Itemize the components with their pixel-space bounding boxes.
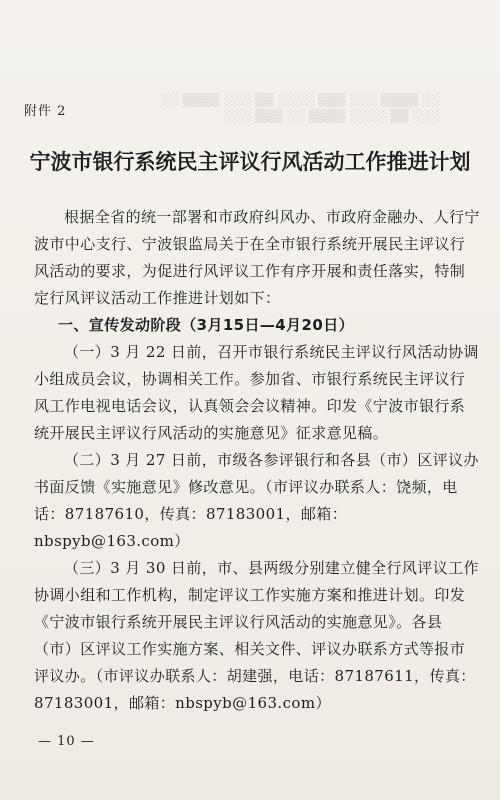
page-number: — 10 —	[38, 734, 95, 749]
section-heading: 一、宣传发动阶段（3月15日—4月20日）	[58, 316, 355, 334]
document-body	[34, 204, 480, 717]
intro-paragraph: 根据全省的统一部署和市政府纠风办、市政府金融办、人行宁波市中心支行、宁波银监局关于在全市银行系统开展民主评议行风活动的要求，为促进行风评议工作有序开展和责任落实，特制定行风评议活动工作推进计划如下：	[34, 208, 480, 307]
attachment-label: 附件 2	[24, 104, 67, 119]
show-through-text: ░░ ▒▒▒▒ ░░░ ▒▒▒ ░░░░ ▒▒ ░░░ ▒▒▒▒ ░░ ░░░ ▒▒ ░░░░ ▒▒▒▒ ░░ ▒▒▒ ░░░	[160, 93, 440, 123]
list-item: （二）3 月 27 日前，市级各参评银行和各县（市）区评议办书面反馈《实施意见》修改意见。（市评议办联系人：饶频，电话：87187610，传真：87183001，邮箱：nbspyb@163.com）	[34, 451, 479, 550]
list-item: （一）3 月 22 日前，召开市银行系统民主评议行风活动协调小组成员会议，协调相关工作。参加省、市银行系统民主评议行风工作电视电话会议，认真领会会议精神。印发《宁波市银行系统开展民主评议行风活动的实施意见》征求意见稿。	[34, 343, 479, 442]
document-title: 宁波市银行系统民主评议行风活动工作推进计划	[29, 150, 471, 174]
list-item: （三）3 月 30 日前，市、县两级分别建立健全行风评议工作协调小组和工作机构，制定评议工作实施方案和推进计划。印发《宁波市银行系统开展民主评议行风活动的实施意见》。各县（市）区评议工作实施方案、相关文件、评议办联系方式等报市评议办。（市评议办联系人：胡建强，电话：87187611，传真：87183001，邮箱：nbspyb@163.com）	[34, 559, 479, 712]
